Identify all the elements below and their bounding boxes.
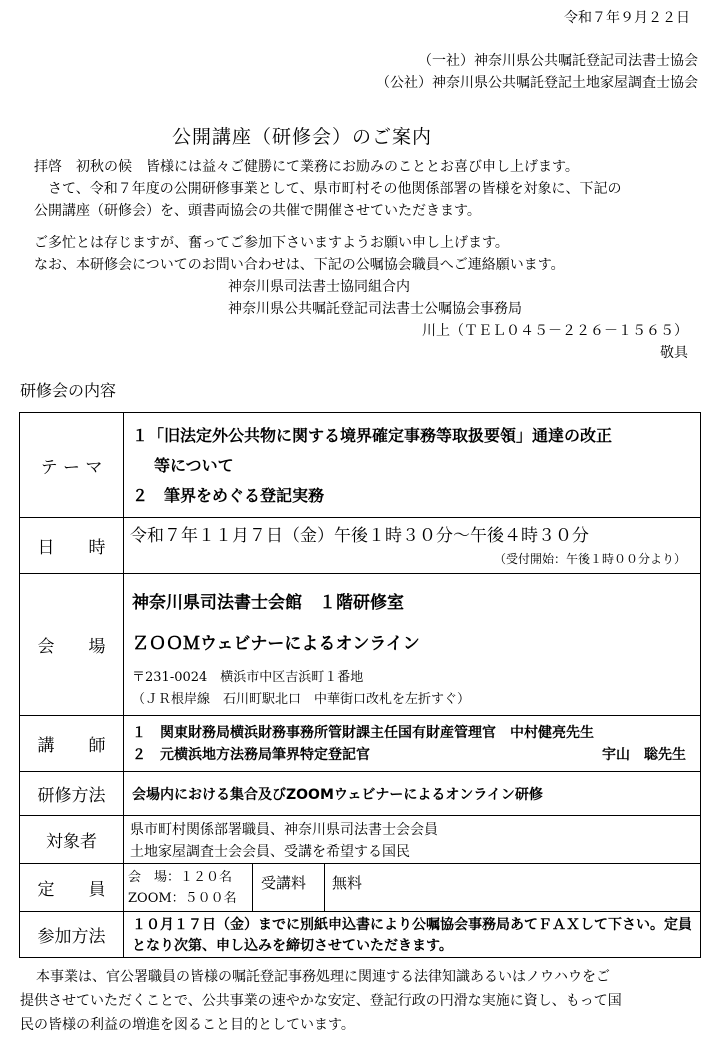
event-details-table (19, 412, 701, 958)
target-label: 対象者 (20, 816, 124, 864)
organizer-2: （公社）神奈川県公共嘱託登記土地家屋調査士協会 (376, 75, 698, 91)
contact-office: 神奈川県公共嘱託登記司法書士公嘱協会事務局 (228, 301, 522, 317)
capacity-venue: 会 場：１２０名 (128, 870, 233, 885)
venue-address: 〒231-0024 横浜市中区吉浜町１番地 (132, 670, 364, 685)
theme-label: テ ー マ (20, 413, 124, 518)
contact-org: 神奈川県司法書士協同組合内 (228, 279, 410, 295)
intro-line-3: 公開講座（研修会）を、頭書両協会の共催で開催させていただきます。 (34, 203, 481, 219)
reception-note: （受付開始：午後１時００分より） (493, 552, 686, 566)
footer-line-3: 民の皆様の利益の増進を図ること目的としています。 (20, 1017, 355, 1033)
lecturer-1: １ 関東財務局横浜財務事務所管財課主任国有財産管理官 中村健亮先生 (132, 725, 594, 741)
venue-access: （ＪＲ根岸線 石川町駅北口 中華街口改札を左折すぐ） (132, 692, 471, 707)
venue-label: 会 場 (20, 574, 124, 716)
capacity-zoom: ZOOM：５００名 (128, 891, 237, 906)
page-title: 公開講座（研修会）のご案内 (172, 126, 433, 148)
intro-line-5: なお、本研修会についてのお問い合わせは、下記の公嘱協会職員へご連絡願います。 (34, 257, 565, 273)
target-line-1: 県市町村関係部署職員、神奈川県司法書士会会員 (130, 822, 438, 838)
method-label: 研修方法 (20, 772, 124, 816)
lecturer-2-name: 宇山 聡先生 (602, 747, 686, 763)
table-row-theme (20, 413, 701, 518)
table-row-datetime (20, 518, 701, 574)
method-value: 会場内における集合及びZOOMウェビナーによるオンライン研修 (132, 786, 543, 803)
lecturer-label: 講 師 (20, 716, 124, 772)
intro-line-2: さて、令和７年度の公開研修事業として、県市町村その他関係部署の皆様を対象に、下記の (48, 181, 622, 197)
intro-line-1: 拝啓 初秋の候 皆様には益々ご健勝にて業務にお励みのこととお喜び申し上げます。 (34, 159, 579, 175)
datetime-label: 日 時 (20, 518, 124, 574)
table-row-target (20, 816, 701, 864)
fee-value: 無料 (332, 874, 363, 892)
table-row-method (20, 772, 701, 816)
footer-line-2: 提供させていただくことで、公共事業の速やかな安定、登記行政の円滑な実施に資し、もって国 (20, 993, 622, 1009)
venue-hall: 神奈川県司法書士会館 １階研修室 (132, 593, 404, 613)
fee-label: 受講料 (261, 874, 307, 892)
apply-label: 参加方法 (20, 912, 124, 958)
datetime-value: 令和７年１１月７日（金）午後１時３０分～午後４時３０分 (130, 526, 589, 546)
target-line-2: 土地家屋調査士会会員、受講を希望する国民 (130, 844, 410, 860)
table-row-apply (20, 912, 701, 958)
table-row-venue (20, 574, 701, 716)
theme-line-1: １「旧法定外公共物に関する境界確定事務等取扱要領」通達の改正 (132, 426, 613, 445)
contact-phone: 川上（ＴＥＬ０４５－２２６－１５６５） (422, 323, 688, 339)
capacity-label: 定 員 (20, 864, 124, 912)
lecturer-2: ２ 元横浜地方法務局筆界特定登記官 (132, 747, 370, 763)
theme-line-2: 等について (154, 456, 234, 475)
theme-line-3: ２ 筆界をめぐる登記実務 (132, 486, 325, 505)
organizer-1: （一社）神奈川県公共嘱託登記司法書士協会 (418, 53, 698, 69)
venue-online: ＺＯＯＭウェビナーによるオンライン (132, 634, 420, 654)
intro-line-4: ご多忙とは存じますが、奮ってご参加下さいますようお願い申し上げます。 (34, 235, 509, 251)
table-row-lecturer (20, 716, 701, 772)
footer-line-1: 本事業は、官公署職員の皆様の嘱託登記事務処理に関連する法律知識あるいはノウハウをご (36, 969, 610, 985)
section-heading: 研修会の内容 (20, 381, 117, 400)
apply-value: １０月１７日（金）までに別紙申込書により公嘱協会事務局あてＦＡＸして下さい。定員となり次第、申し込みを締切させていただきます。 (132, 917, 692, 954)
table-row-capacity (20, 864, 701, 912)
document-date: 令和７年９月２２日 (564, 10, 690, 26)
closing-word: 敬具 (660, 345, 688, 361)
